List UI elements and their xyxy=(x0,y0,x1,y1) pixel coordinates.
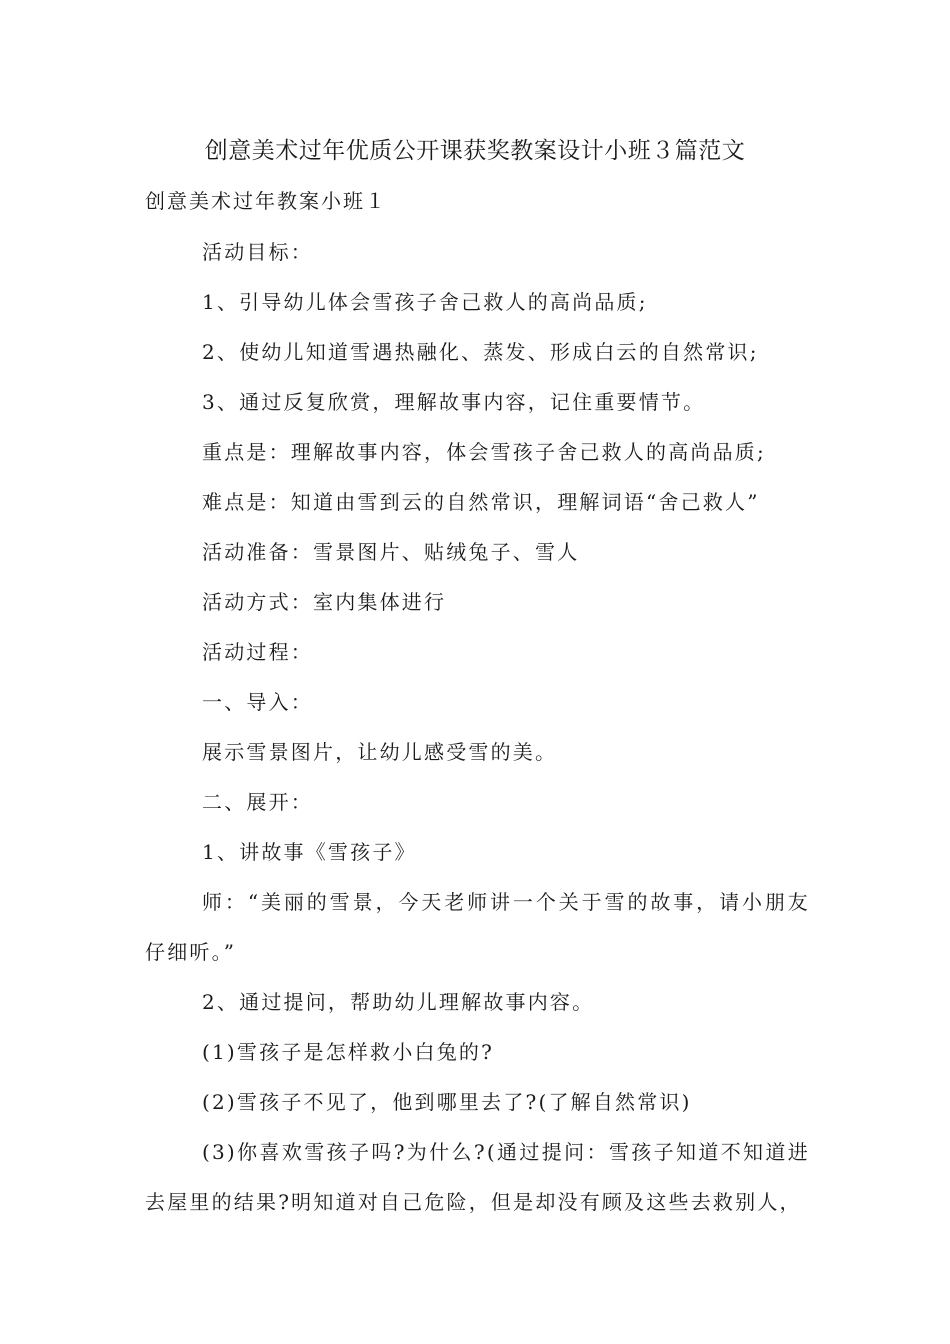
paragraph-line: 1、引导幼儿体会雪孩子舍己救人的高尚品质; xyxy=(202,290,648,314)
paragraph-line: 活动过程： xyxy=(202,640,313,664)
paragraph-line: (1)雪孩子是怎样救小白兔的? xyxy=(202,1040,495,1064)
paragraph-line: 2、通过提问，帮助幼儿理解故事内容。 xyxy=(202,990,595,1014)
paragraph-line: 展示雪景图片，让幼儿感受雪的美。 xyxy=(202,740,558,764)
paragraph-line: 活动目标： xyxy=(202,240,313,264)
paragraph-line: 二、展开： xyxy=(202,790,313,814)
paragraph-line: (2)雪孩子不见了，他到哪里去了?(了解自然常识) xyxy=(202,1090,692,1114)
document-title: 创意美术过年优质公开课获奖教案设计小班３篇范文 xyxy=(204,138,746,164)
document-subtitle: 创意美术过年教案小班１ xyxy=(145,189,387,213)
paragraph-line: 难点是：知道由雪到云的自然常识，理解词语“舍己救人” xyxy=(202,490,760,514)
paragraph-line: 重点是：理解故事内容，体会雪孩子舍己救人的高尚品质; xyxy=(202,440,766,464)
paragraph-line: 活动方式：室内集体进行 xyxy=(202,590,447,614)
paragraph-line: 2、使幼儿知道雪遇热融化、蒸发、形成白云的自然常识; xyxy=(202,340,759,364)
paragraph-question-3: (3)你喜欢雪孩子吗?为什么?(通过提问：雪孩子知道不知道进去屋里的结果?明知道对自己危险，但是却没有顾及这些去救别人， xyxy=(145,1140,810,1214)
paragraph-line: 一、导入： xyxy=(202,690,313,714)
paragraph-line: 3、通过反复欣赏，理解故事内容，记住重要情节。 xyxy=(202,390,706,414)
paragraph-teacher: 师：“美丽的雪景，今天老师讲一个关于雪的故事，请小朋友仔细听。” xyxy=(145,890,810,964)
paragraph-line: 活动准备：雪景图片、贴绒兔子、雪人 xyxy=(202,540,580,564)
paragraph-line: 1、讲故事《雪孩子》 xyxy=(202,840,417,864)
